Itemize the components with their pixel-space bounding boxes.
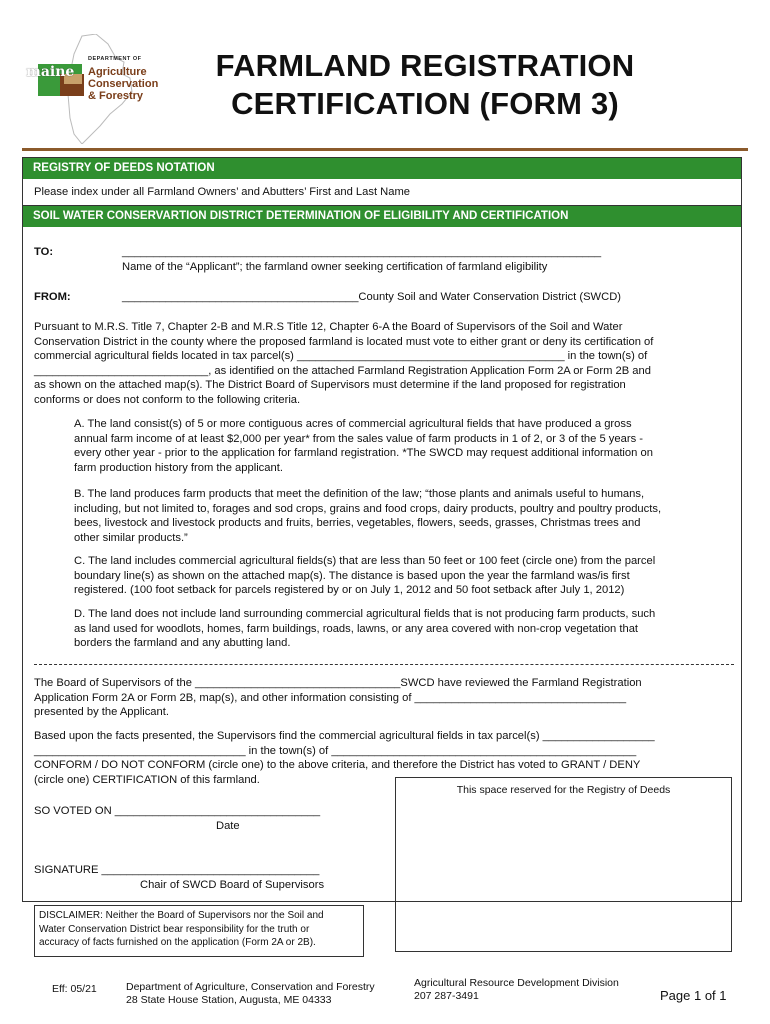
text-line: annual farm income of at least $2,000 per year* from the sales value of farm products in 1 of 2, or 3 of the 5 years - [74, 432, 643, 445]
so-voted-field[interactable]: SO VOTED ON _________________________________ [34, 805, 321, 817]
text-line[interactable]: Based upon the facts presented, the Supervisors find the commercial agricultural fields in tax parcel(s) __________________ [34, 730, 655, 742]
footer-division-phone: 207 287-3491 [414, 990, 479, 1002]
criterion-c [74, 554, 730, 598]
to-input-line[interactable]: _____________________________________________________________________________ [122, 246, 602, 258]
text-line[interactable]: ____________________________, as identified on the attached Farmland Registration Application Form 2A or Form 2B and [34, 364, 651, 377]
criterion-a [74, 417, 730, 475]
footer-division-name: Agricultural Resource Development Division [414, 977, 619, 989]
from-label: FROM: [34, 291, 71, 303]
to-caption: Name of the “Applicant”; the farmland owner seeking certification of farmland eligibility [122, 261, 548, 273]
text-line: A. The land consist(s) of 5 or more contiguous acres of commercial agricultural fields that have produced a gross [74, 418, 632, 430]
criterion-b [74, 487, 730, 545]
criterion-d [74, 607, 730, 651]
page-title-line2: CERTIFICATION (FORM 3) [231, 86, 619, 121]
effective-date: Eff: 05/21 [52, 983, 97, 995]
logo-dept-small: DEPARTMENT OF [88, 56, 142, 62]
text-line[interactable]: (circle one) CERTIFICATION of this farmland. [34, 773, 260, 786]
date-caption: Date [216, 820, 240, 832]
text-line[interactable]: __________________________________ in the town(s) of _________________________________________________ [34, 744, 637, 757]
pursuant-paragraph [34, 320, 728, 408]
from-county-field[interactable]: ______________________________________County Soil and Water Conservation District (SWCD) [122, 291, 622, 303]
footer-dept-address: 28 State House Station, Augusta, ME 04333 [126, 994, 332, 1006]
registry-of-deeds-box[interactable] [395, 777, 732, 952]
text-line[interactable]: CONFORM / DO NOT CONFORM (circle one) to the above criteria, and therefore the District has voted to GRANT / DENY [34, 759, 641, 772]
footer-division [414, 977, 619, 1003]
maine-dacf-logo [24, 34, 194, 144]
board-paragraph [34, 676, 728, 720]
registry-box-label: This space reserved for the Registry of Deeds [456, 784, 671, 796]
title-divider [22, 148, 748, 151]
text-line: DISCLAIMER: Neither the Board of Supervisors nor the Soil and [39, 910, 324, 921]
logo-state: maine [26, 64, 75, 80]
text-line: borders the farmland and any abutting land. [74, 637, 291, 650]
text-line[interactable]: The Board of Supervisors of the _________________________________SWCD have reviewed the Farmland Registration [34, 677, 642, 689]
text-line: other similar products.” [74, 531, 188, 544]
text-line: bees, livestock and livestock products and fruits, berries, vegetables, flowers, seeds, grasses, Christmas trees and [74, 517, 641, 530]
text-line: Conservation District in the county where the proposed farmland is located must vote to either grant or deny its certification of [34, 335, 654, 348]
logo-line2: Conservation [88, 78, 159, 90]
to-label: TO: [34, 246, 54, 258]
text-line: every other year - prior to the application for farmland registration. *The SWCD may request additional information on [74, 447, 653, 460]
swcd-header: SOIL WATER CONSERVARTION DISTRICT DETERMINATION OF ELIGIBILITY AND CERTIFICATION [23, 206, 741, 227]
text-line: presented by the Applicant. [34, 706, 169, 719]
registry-text: Please index under all Farmland Owners’ and Abutters’ First and Last Name [34, 186, 410, 198]
text-line[interactable]: Application Form 2A or Form 2B, map(s), and other information consisting of __________________________________ [34, 691, 627, 704]
dashed-divider [34, 664, 734, 665]
text-line: Water Conservation District bear responsibility for the truth or [39, 923, 310, 935]
text-line: C. The land includes commercial agricultural fields(s) that are less than 50 feet or 100 feet (circle one) from the parcel [74, 555, 656, 567]
text-line: conforms or does not conform to the following criteria. [34, 393, 301, 406]
text-line[interactable]: commercial agricultural fields located in tax parcel(s) ___________________________________________ in the town(s) of [34, 350, 648, 363]
footer-dept-name: Department of Agriculture, Conservation and Forestry [126, 981, 375, 993]
page-title-line1: FARMLAND REGISTRATION [215, 48, 635, 83]
footer-dept [126, 981, 375, 1007]
text-line: B. The land produces farm products that meet the definition of the law; “those plants and animals useful to humans, [74, 488, 645, 500]
page-number: Page 1 of 1 [660, 988, 727, 1003]
text-line: D. The land does not include land surrounding commercial agricultural fields that is not producing farm products, such [74, 608, 656, 620]
registry-header: REGISTRY OF DEEDS NOTATION [23, 158, 741, 179]
text-line: boundary line(s) as shown on the attached map(s). The distance is based upon the year the farmland was/is first [74, 569, 630, 582]
text-line: registered. (100 foot setback for parcels registered by or on July 1, 2012 and 50 foot setback after July 1, 2012) [74, 584, 625, 597]
disclaimer-box [34, 905, 364, 957]
logo-line3: & Forestry [88, 90, 144, 102]
text-line: accuracy of facts furnished on the application (Form 2A or 2B). [39, 937, 316, 948]
signature-caption: Chair of SWCD Board of Supervisors [140, 879, 325, 891]
text-line: including, but not limited to, forages and sod crops, grains and food crops, dairy products, poultry and poultry products, [74, 502, 662, 515]
text-line: farm production history from the applicant. [74, 461, 283, 474]
text-line: Pursuant to M.R.S. Title 7, Chapter 2-B and M.R.S Title 12, Chapter 6-A the Board of Supervisors of the Soil and Water [34, 321, 623, 333]
logo-line1: Agriculture [88, 66, 147, 78]
text-line: as shown on the attached map(s). The District Board of Supervisors must determine if the land proposed for registration [34, 379, 626, 392]
signature-field[interactable]: SIGNATURE ___________________________________ [34, 864, 320, 876]
text-line: as land used for woodlots, homes, farm buildings, roads, lawns, or any area covered with non-crop vegetation that [74, 622, 639, 635]
